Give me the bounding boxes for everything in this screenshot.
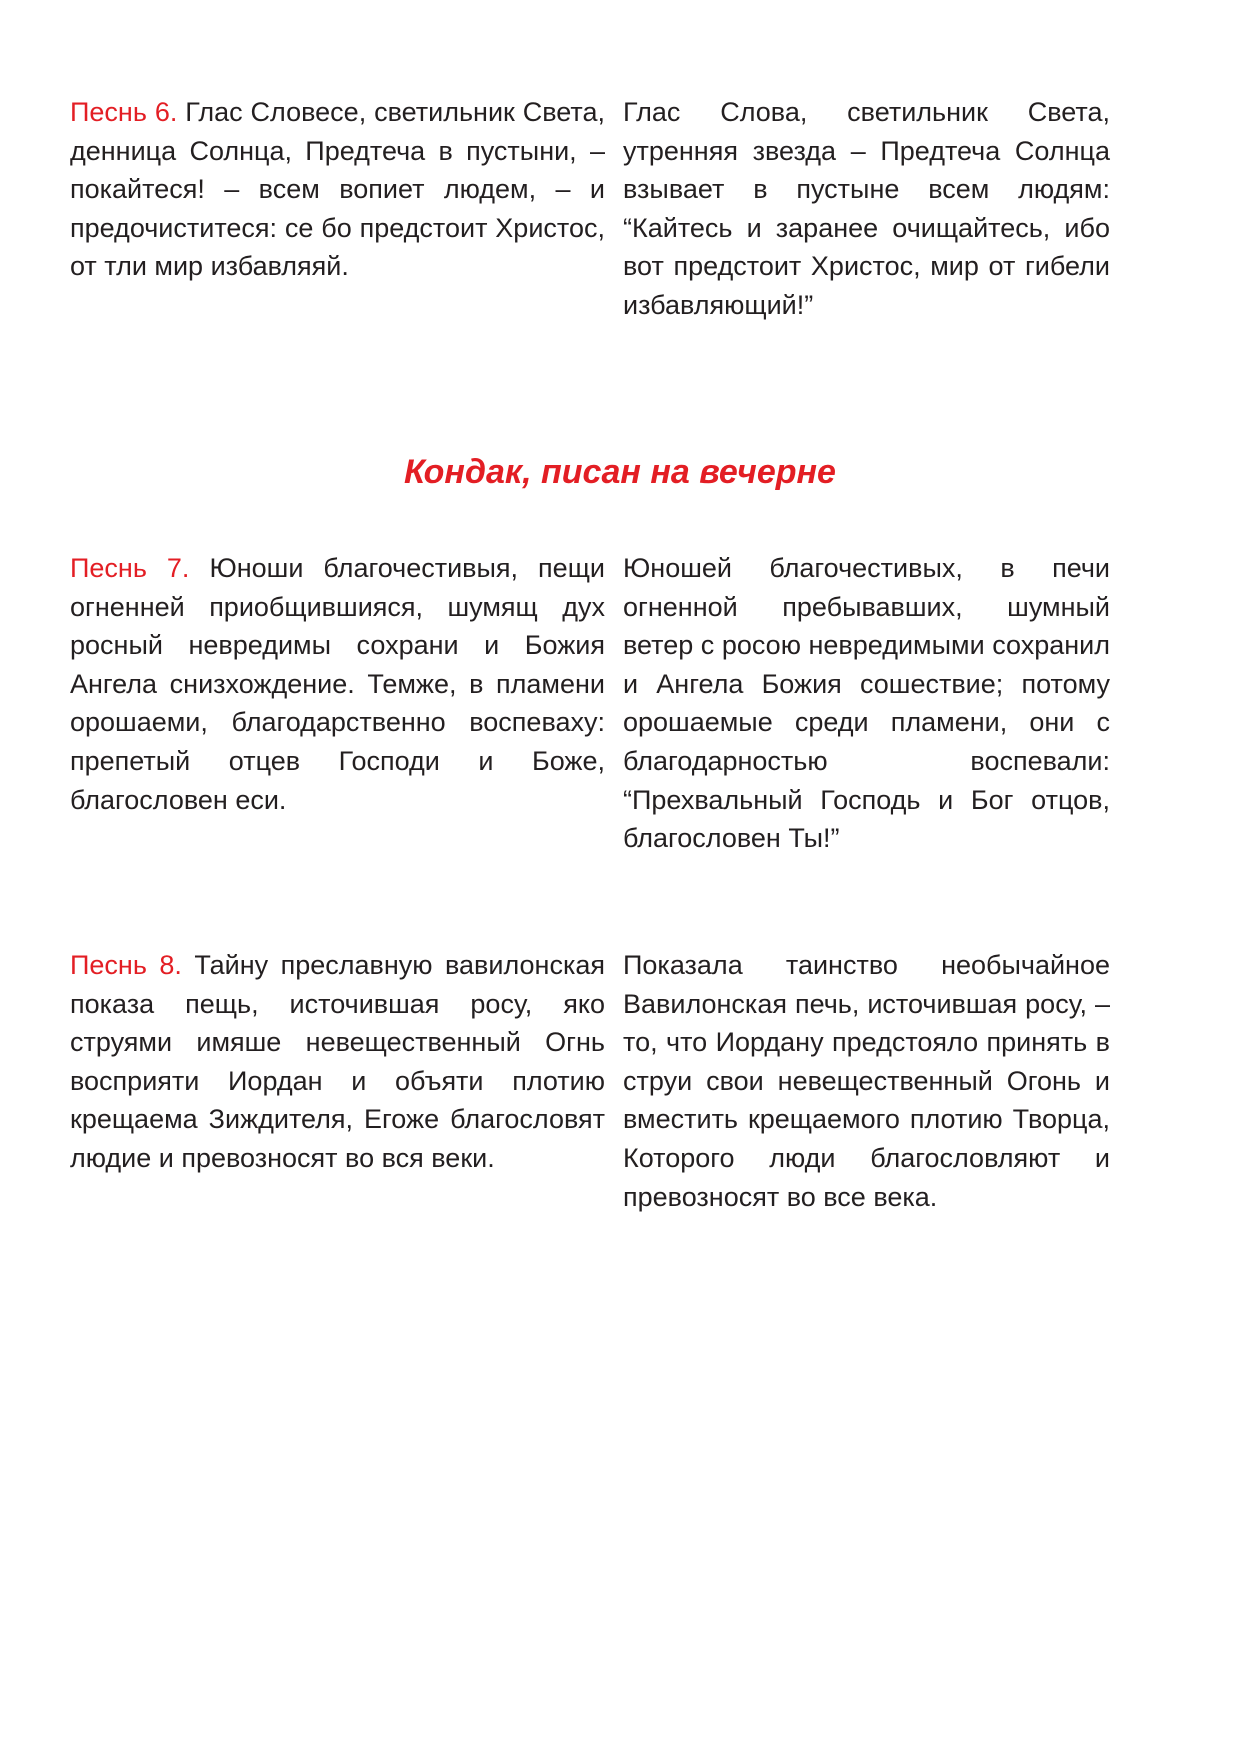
ode-7-slavonic-text: Юноши благочестивыя, пещи огненней приобщившияся, шумящ дух росный невредимы сохрани и Божия Ангела снизхождение. Темже, в пламени орошаеми, благодарственно воспеваху: препетый отцев Господи и Боже, благословен еси.: [70, 553, 605, 815]
kontakion-heading: Кондак, писан на вечерне: [404, 453, 836, 491]
ode-6-slavonic-text: Глас Словесе, светильник Света, денница Солнца, Предтеча в пустыни, – покайтеся! – всем вопиет людем, – и предочиститеся: се бо предстоит Христос, от тли мир избавляяй.: [70, 97, 606, 282]
ode-7-russian: Юношей благочестивых, в печи огненной пребывавших, шумный ветер с росою невредимыми сохранил и Ангела Божия сошествие; потому орошаемые среди пламени, они с благодарностью воспевали: “Прехвальный Господь и Бог отцов, благословен Ты!”: [623, 553, 1110, 854]
ode-7-label: Песнь 7.: [70, 553, 190, 583]
ode-6-slavonic: [70, 93, 605, 325]
ode-8-slavonic: [70, 946, 605, 1216]
ode-6-russian: Глас Слова, светильник Света, утренняя звезда – Предтеча Солнца взывает в пустыне всем людям: “Кайтесь и заранее очищайтесь, ибо вот предстоит Христос, мир от гибели избавляющий!”: [623, 97, 1110, 320]
ode-6-row: [70, 93, 1110, 325]
ode-8-slavonic-text: Тайну преславную вавилонская показа пещь, источившая росу, яко струями имяше невещественный Огнь восприяти Иордан и объяти плотию крещаема Зиждителя, Егоже благословят людие и превозносят во вся веки.: [70, 950, 606, 1173]
ode-8-label: Песнь 8.: [70, 950, 182, 980]
ode-6-label: Песнь 6.: [70, 97, 178, 127]
ode-8-russian: Показала таинство необычайное Вавилонская печь, источившая росу, – то, что Иордану предстояло принять в струи свои невещественный Огонь и вместить крещаемого плотию Творца, Которого люди благословляют и превозносят во все века.: [623, 950, 1110, 1212]
ode-7-slavonic: [70, 549, 605, 858]
ode-7-row: [70, 549, 1110, 858]
ode-8-row: [70, 946, 1110, 1216]
